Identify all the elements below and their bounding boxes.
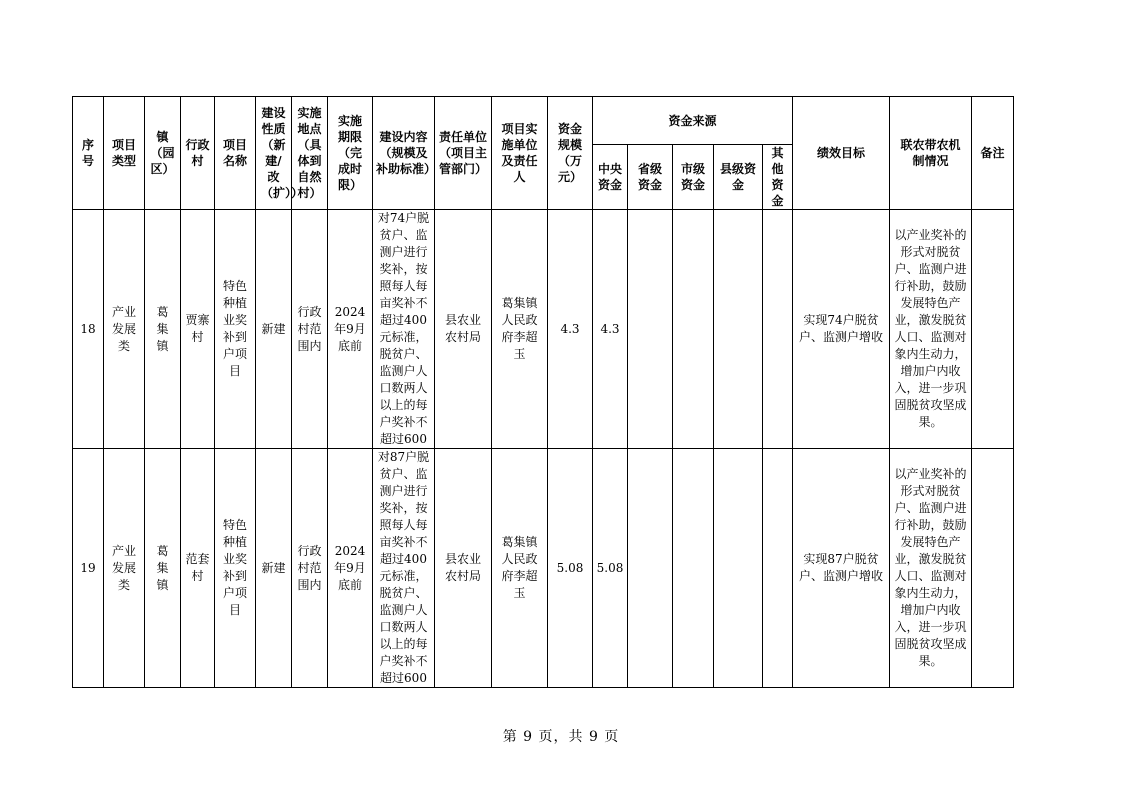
cell-period: 2024年9月底前	[328, 449, 373, 688]
header-type: 项目类型	[104, 97, 145, 210]
header-fund-scale: 资金规模（万元）	[548, 97, 593, 210]
cell-town: 葛集镇	[145, 449, 181, 688]
cell-other	[763, 449, 793, 688]
cell-village: 贾寨村	[181, 210, 215, 449]
cell-site: 行政村范围内	[292, 210, 328, 449]
cell-nature: 新建	[256, 449, 292, 688]
cell-name: 特色种植业奖补到户项目	[215, 210, 256, 449]
cell-city	[673, 449, 714, 688]
project-table	[72, 96, 1014, 688]
header-remark: 备注	[972, 97, 1014, 210]
cell-seq: 19	[73, 449, 104, 688]
header-content: 建设内容（规模及补助标准）	[373, 97, 435, 210]
header-name: 项目名称	[215, 97, 256, 210]
cell-type: 产业发展类	[104, 210, 145, 449]
header-county: 县级资金	[714, 145, 763, 210]
cell-fund-scale: 4.3	[548, 210, 593, 449]
cell-type: 产业发展类	[104, 449, 145, 688]
table-row	[73, 449, 1014, 688]
cell-site: 行政村范围内	[292, 449, 328, 688]
header-city: 市级资金	[673, 145, 714, 210]
header-seq: 序号	[73, 97, 104, 210]
header-period: 实施期限（完成时限）	[328, 97, 373, 210]
cell-remark	[972, 210, 1014, 449]
cell-resp-unit: 县农业农村局	[435, 449, 492, 688]
cell-name: 特色种植业奖补到户项目	[215, 449, 256, 688]
cell-goal: 实现74户脱贫户、监测户增收	[793, 210, 890, 449]
cell-nature: 新建	[256, 210, 292, 449]
table-row	[73, 210, 1014, 449]
cell-village: 范套村	[181, 449, 215, 688]
cell-county	[714, 210, 763, 449]
cell-city	[673, 210, 714, 449]
cell-remark	[972, 449, 1014, 688]
cell-other	[763, 210, 793, 449]
header-goal: 绩效目标	[793, 97, 890, 210]
header-provincial: 省级资金	[628, 145, 673, 210]
cell-mechanism: 以产业奖补的形式对脱贫户、监测户进行补助，鼓励发展特色产业，激发脱贫人口、监测对象内生动力，增加户内收入，进一步巩固脱贫攻坚成果。	[890, 210, 972, 449]
cell-seq: 18	[73, 210, 104, 449]
header-row-1	[73, 97, 1014, 145]
header-mechanism: 联农带农机制情况	[890, 97, 972, 210]
header-central: 中央资金	[593, 145, 628, 210]
cell-content: 对87户脱贫户、监测户进行奖补，按照每人每亩奖补不超过400元标准，脱贫户、监测户人口数两人以上的每户奖补不超过600	[373, 449, 435, 688]
cell-resp-unit: 县农业农村局	[435, 210, 492, 449]
cell-goal: 实现87户脱贫户、监测户增收	[793, 449, 890, 688]
header-impl-unit: 项目实施单位及责任人	[492, 97, 548, 210]
header-town: 镇（园区）	[145, 97, 181, 210]
cell-provincial	[628, 210, 673, 449]
cell-town: 葛集镇	[145, 210, 181, 449]
header-nature: 建设性质（新建/改（扩））	[256, 97, 292, 210]
cell-provincial	[628, 449, 673, 688]
header-resp-unit: 责任单位（项目主管部门）	[435, 97, 492, 210]
cell-central: 4.3	[593, 210, 628, 449]
cell-period: 2024年9月底前	[328, 210, 373, 449]
cell-fund-scale: 5.08	[548, 449, 593, 688]
cell-county	[714, 449, 763, 688]
header-other: 其他资金	[763, 145, 793, 210]
cell-mechanism: 以产业奖补的形式对脱贫户、监测户进行补助，鼓励发展特色产业，激发脱贫人口、监测对象内生动力，增加户内收入，进一步巩固脱贫攻坚成果。	[890, 449, 972, 688]
cell-central: 5.08	[593, 449, 628, 688]
header-village: 行政村	[181, 97, 215, 210]
header-fund-source: 资金来源	[593, 97, 793, 145]
page-footer: 第 9 页，共 9 页	[502, 729, 620, 745]
cell-impl-unit: 葛集镇人民政府李超玉	[492, 210, 548, 449]
header-site: 实施地点（具体到自然村）	[292, 97, 328, 210]
cell-content: 对74户脱贫户、监测户进行奖补，按照每人每亩奖补不超过400元标准，脱贫户、监测户人口数两人以上的每户奖补不超过600	[373, 210, 435, 449]
cell-impl-unit: 葛集镇人民政府李超玉	[492, 449, 548, 688]
